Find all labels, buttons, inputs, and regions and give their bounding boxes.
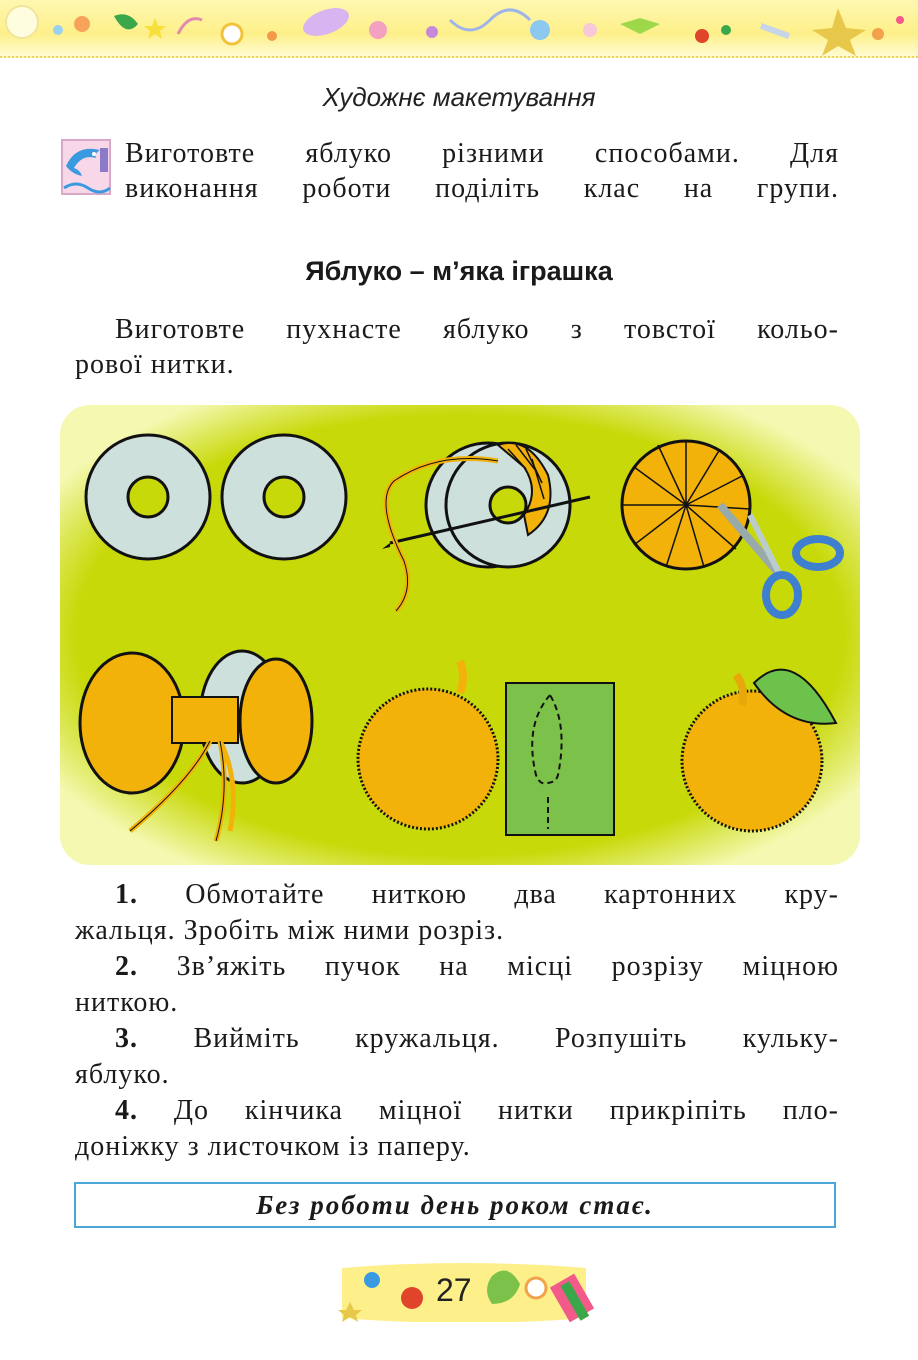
step-text: Обмотайте ниткою два картонних кру-: [185, 879, 840, 910]
dolphin-icon: [60, 138, 112, 196]
section-heading: Художнє макетування: [322, 82, 596, 112]
step-text: Вийміть кружальця. Розпушіть кульку-: [193, 1023, 840, 1054]
step-item: [75, 1093, 839, 1165]
intro-line: виконання роботи поділіть клас на групи.: [125, 173, 839, 204]
steps-list: [75, 877, 839, 1165]
step-number: 4.: [115, 1095, 138, 1126]
step-line: жальця. Зробіть між ними розріз.: [75, 915, 505, 946]
paragraph-line: Виготовте пухнасте яблуко з товстої кольо-: [115, 314, 839, 345]
step-line: [75, 1021, 839, 1057]
intro-line: Виготовте яблуко різними способами. Для: [125, 138, 839, 169]
step-item: [75, 949, 839, 1021]
step-item: [75, 1021, 839, 1093]
step-line: [75, 877, 839, 913]
step-number: 3.: [115, 1023, 138, 1054]
step-line: доніжку з листочком із паперу.: [75, 1131, 471, 1162]
paragraph-line: рової нитки.: [75, 349, 235, 380]
step-item: [75, 877, 839, 949]
top-decorative-border: [0, 0, 918, 58]
step-number: 2.: [115, 951, 138, 982]
step-line: [75, 1093, 839, 1129]
instruction-illustration: [60, 405, 860, 865]
page-number: 27: [436, 1272, 472, 1308]
intro-paragraph: [75, 312, 839, 382]
step-line: яблуко.: [75, 1059, 170, 1090]
step-number: 1.: [115, 879, 138, 910]
step-line: [75, 949, 839, 985]
proverb-box: [74, 1182, 836, 1228]
subheading: Яблуко – м’яка іграшка: [305, 256, 613, 286]
proverb-text: Без роботи день роком стає.: [256, 1189, 654, 1220]
step-text: Зв’яжіть пучок на місці розрізу міцною: [176, 951, 839, 982]
intro-text: [125, 136, 839, 206]
step-line: ниткою.: [75, 987, 179, 1018]
step-text: До кінчика міцної нитки прикріпіть пло-: [173, 1095, 839, 1126]
border-ornaments: [0, 0, 918, 56]
